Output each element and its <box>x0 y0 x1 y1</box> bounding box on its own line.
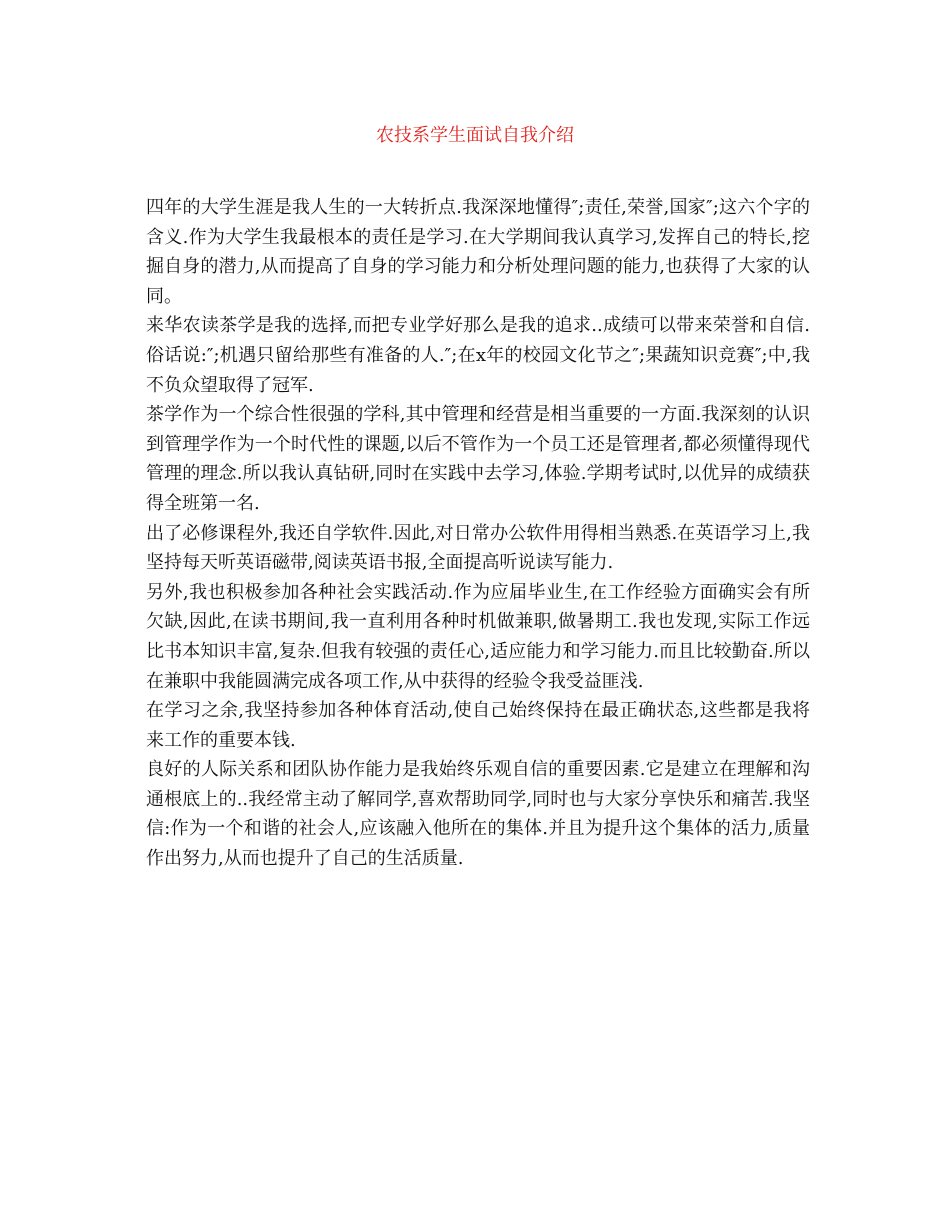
paragraph-1: 四年的大学生涯是我人生的一大转折点.我深深地懂得″;责任,荣誉,国家″;这六个字的含义.作为大学生我最根本的责任是学习.在大学期间我认真学习,发挥自己的特长,挖掘自身的潜力,从而提高了自身的学习能力和分析处理问题的能力,也获得了大家的认同。 <box>146 197 810 307</box>
paragraph-6: 在学习之余,我坚持参加各种体育活动,使自己始终保持在最正确状态,这些都是我将来工作的重要本钱. <box>146 700 810 751</box>
paragraph-7: 良好的人际关系和团队协作能力是我始终乐观自信的重要因素.它是建立在理解和沟通根底上的..我经常主动了解同学,喜欢帮助同学,同时也与大家分享快乐和痛苦.我坚信:作为一个和谐的社会人,应该融入他所在的集体.并且为提升这个集体的活力,质量作出努力,从而也提升了自己的生活质量. <box>146 759 810 870</box>
document-body <box>146 193 810 874</box>
paragraph-4: 出了必修课程外,我还自学软件.因此,对日常办公软件用得相当熟悉.在英语学习上,我坚持每天听英语磁带,阅读英语书报,全面提高听说读写能力. <box>146 522 810 574</box>
paragraph-2: 来华农读茶学是我的选择,而把专业学好那么是我的追求..成绩可以带来荣誉和自信.俗话说:″;机遇只留给那些有准备的人.″;在x年的校园文化节之″;果蔬知识竞赛″;中,我不负众望取得了冠军. <box>146 315 810 396</box>
paragraph-5: 另外,我也积极参加各种社会实践活动.作为应届毕业生,在工作经验方面确实会有所欠缺,因此,在读书期间,我一直利用各种时机做兼职,做暑期工.我也发现,实际工作远比书本知识丰富,复杂.但我有较强的责任心,适应能力和学习能力.而且比较勤奋.所以在兼职中我能圆满完成各项工作,从中获得的经验令我受益匪浅. <box>146 581 810 692</box>
paragraph-3: 茶学作为一个综合性很强的学科,其中管理和经营是相当重要的一方面.我深刻的认识到管理学作为一个时代性的课题,以后不管作为一个员工还是管理者,都必须懂得现代管理的理念.所以我认真钻研,同时在实践中去学习,体验.学期考试时,以优异的成绩获得全班第一名. <box>146 404 810 514</box>
document-title: 农技系学生面试自我介绍 <box>376 125 574 146</box>
